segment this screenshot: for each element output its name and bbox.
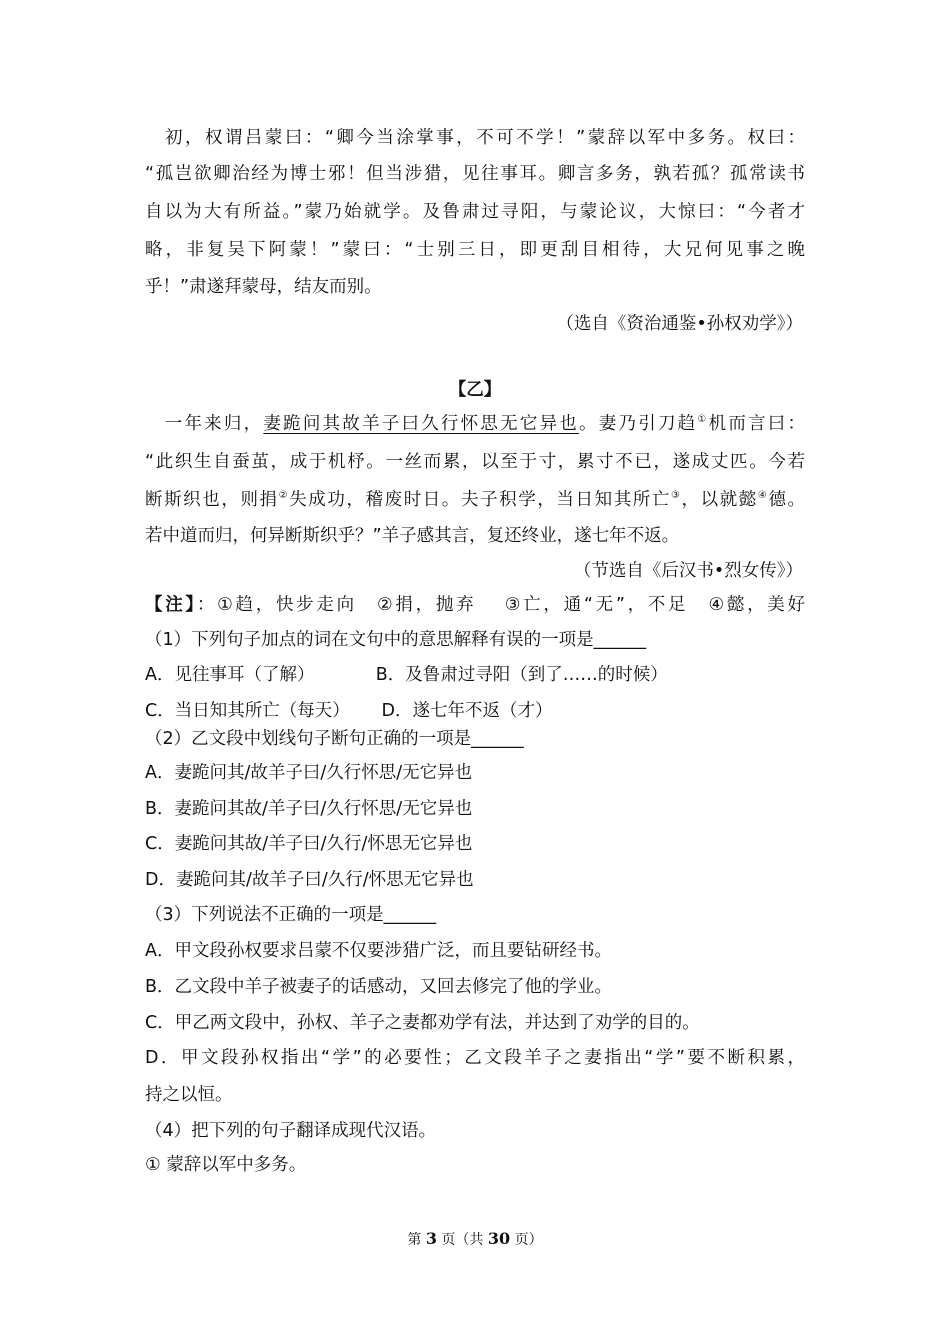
notes-text: ：①趋，快步走向 ②捐，抛弃 ③亡，通“无”，不足 ④懿，美好 bbox=[196, 595, 806, 615]
q3-option-d: D．甲文段孙权指出“学”的必要性；乙文段羊子之妻指出“学”要不断积累， bbox=[145, 1048, 805, 1068]
page-number: 3 bbox=[425, 1229, 437, 1248]
q3-option-c: C．甲乙两文段中，孙权、羊子之妻都劝学有法，并达到了劝学的目的。 bbox=[145, 1013, 700, 1033]
notes bbox=[145, 594, 805, 616]
jia-line-4: 略，非复吴下阿蒙！”蒙曰：“士别三日，即更刮目相待，大兄何见事之晚 bbox=[145, 240, 805, 260]
footer-post: 页） bbox=[510, 1232, 543, 1248]
yi-line-4: 若中道而归，何异断斯织乎？”羊子感其言，复还终业，遂七年不返。 bbox=[145, 526, 680, 546]
q1-options-ab: A．见往事耳（了解） B．及鲁肃过寻阳（到了……的时候） bbox=[145, 665, 668, 685]
yi-line3-b: 失成功，稽废时日。夫子积学，当日知其所亡 bbox=[289, 490, 671, 510]
yi-line1-mid: 。妻乃引刀趋 bbox=[579, 414, 698, 434]
yi-line1-pre: 一年来归， bbox=[145, 414, 264, 434]
question-4: （4）把下列的句子翻译成现代汉语。 bbox=[145, 1121, 437, 1141]
jia-line-2: “孤岂欲卿治经为博士邪！但当涉猎，见往事耳。卿言多务，孰若孤？孤常读书 bbox=[145, 164, 805, 184]
q2-option-c: C．妻跪问其故/羊子曰/久行/怀思无它异也 bbox=[145, 834, 473, 854]
page-footer bbox=[0, 1229, 950, 1249]
note-marker-3: ③ bbox=[670, 490, 682, 502]
note-marker-4: ④ bbox=[757, 490, 769, 502]
q4-item-1: ① 蒙辞以军中多务。 bbox=[145, 1155, 307, 1175]
notes-label: 【注】 bbox=[145, 595, 197, 615]
yi-heading: 【乙】 bbox=[448, 380, 502, 400]
jia-line-1: 初，权谓吕蒙曰：“卿今当涂掌事，不可不学！”蒙辞以军中多务。权曰： bbox=[145, 128, 805, 148]
q3-option-d-cont: 持之以恒。 bbox=[145, 1085, 233, 1105]
page-total: 30 bbox=[487, 1229, 511, 1248]
yi-line3-a: 断斯织也，则捐 bbox=[145, 490, 279, 510]
jia-line-3: 自以为大有所益。”蒙乃始就学。及鲁肃过寻阳，与蒙论议，大惊曰：“今者才 bbox=[145, 202, 805, 222]
note-marker-2: ② bbox=[278, 490, 290, 502]
jia-line-5: 乎！”肃遂拜蒙母，结友而别。 bbox=[145, 277, 382, 297]
yi-line1-post: 机而言曰： bbox=[708, 414, 806, 434]
yi-line3-d: 德。 bbox=[768, 490, 806, 510]
yi-line-3 bbox=[145, 489, 805, 511]
q2-option-b: B．妻跪问其故/羊子曰/久行怀思/无它异也 bbox=[145, 799, 473, 819]
yi-line-2: “此织生自蚕茧，成于机杼。一丝而累，以至于寸，累寸不已，遂成丈匹。今若 bbox=[145, 452, 805, 472]
q2-option-d: D．妻跪问其/故羊子曰/久行/怀思无它异也 bbox=[145, 870, 474, 890]
yi-line-1 bbox=[145, 413, 805, 435]
q1-options-cd: C．当日知其所亡（每天） D．遂七年不返（才） bbox=[145, 701, 553, 721]
note-marker-1: ① bbox=[697, 414, 709, 426]
question-2: （2）乙文段中划线句子断句正确的一项是______ bbox=[145, 729, 524, 749]
q2-option-a: A．妻跪问其/故羊子曰/久行怀思/无它异也 bbox=[145, 763, 473, 783]
q3-option-b: B．乙文段中羊子被妻子的话感动，又回去修完了他的学业。 bbox=[145, 977, 613, 997]
yi-source: （节选自《后汉书•烈女传》） bbox=[573, 561, 803, 581]
yi-line3-c: ，以就懿 bbox=[681, 490, 758, 510]
footer-mid: 页（共 bbox=[436, 1232, 488, 1248]
question-3: （3）下列说法不正确的一项是______ bbox=[145, 905, 437, 925]
jia-source: （选自《资治通鉴•孙权劝学》） bbox=[556, 314, 803, 334]
question-1: （1）下列句子加点的词在文句中的意思解释有误的一项是______ bbox=[145, 630, 647, 650]
q3-option-a: A．甲文段孙权要求吕蒙不仅要涉猎广泛，而且要钻研经书。 bbox=[145, 941, 612, 961]
yi-underlined-sentence: 妻跪问其故羊子曰久行怀思无它异也 bbox=[263, 414, 580, 434]
footer-pre: 第 bbox=[407, 1232, 426, 1248]
